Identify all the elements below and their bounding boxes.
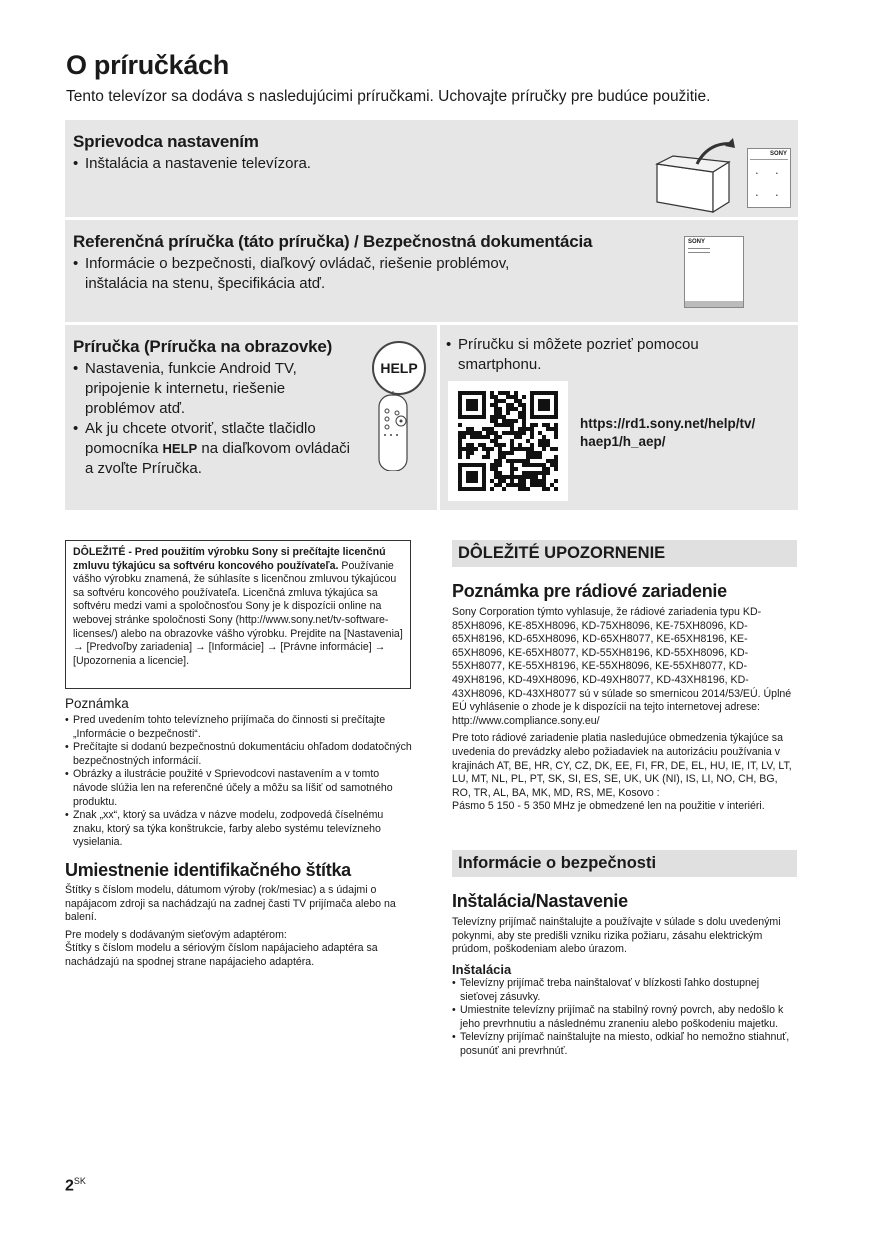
installation-list <box>452 977 798 1059</box>
radio-note-text: Sony Corporation týmto vyhlasuje, že rádiové zariadenia typu KD-85XH8096, KE-85XH8096, KD-75XH8096, KE-75XH8096, KD-65XH8196, KD-65XH8096, KD-65XH8077, KE-65XH8196, KE-65XH8096, KE-65XH8077, KD-55XH8196, KD-55XH8096, KD-55XH8077, KE-55XH8196, KE-55XH8096, KE-55XH8077, KD-49XH8196, KD-49XH8096, KD-49XH8077, KD-43XH8196, KD-43XH8096, KD-43XH8077 sú v súlade so smernicou 2014/53/EÚ. Úplné EÚ vyhlásenie o zhode je k dispozícii na tejto internetovej adrese: http://www.compliance.sony.eu/ Pre toto rádiové zariadenie platia nasledujúce obmedzenia týkajúce sa uvedenia do prevádzky alebo požiadaviek na autorizáciu používania v krajinách AT, BE, HR, CY, CZ, DK, EE, FI, FR, DE, EL, HU, IE, IT, LV, LT, LU, MT, NL, PL, PT, SK, SI, ES, SE, UK, UK (NI), IS, LI, NO, CH, BG, RO, TR, AL, BA, MK, MD, RS, ME, Kosovo : Pásmo 5 150 - 5 350 MHz je obmedzené len na použitie v interiéri. <box>452 606 792 813</box>
help-guide-panel <box>65 325 437 510</box>
installation-item: • Televízny prijímač treba nainštalovať v blízkosti ľahko dostupnej sieťovej zásuvky. <box>452 977 760 1003</box>
id-label-heading: Umiestnenie identifikačného štítka <box>65 860 351 880</box>
note-item: • Znak „xx“, ktorý sa uvádza v názve modelu, zodpovedá číselnému znaku, ktorý sa týka konštrukcie, farby alebo systému televízneho vysielania. <box>65 809 384 849</box>
note-item: • Obrázky a ilustrácie použité v Sprievodcovi nastavením a v tomto návode slúžia len na referenčné účely a môžu sa líšiť od samotného produktu. <box>65 768 393 808</box>
setup-guide-booklet: SONY • • • • <box>747 148 791 208</box>
help-key-label: HELP <box>162 441 198 456</box>
reference-guide-title: Referenčná príručka (táto príručka) / Bezpečnostná dokumentácia <box>73 232 593 251</box>
reference-guide-brand: SONY <box>688 239 706 245</box>
safety-info-bar: Informácie o bezpečnosti <box>452 850 797 877</box>
reference-guide-booklet <box>684 236 744 308</box>
intro-text: Tento televízor sa dodáva s nasledujúcimi príručkami. Uchovajte príručky pre budúce použitie. <box>66 88 711 105</box>
help-guide-bullets: • Nastavenia, funkcie Android TV, pripojenie k internetu, riešenie problémov atď. • Ak ju chcete otvoriť, stlačte tlačidlo pomocníka HELP na diaľkovom ovládači a zvoľte Príručka. <box>73 360 351 477</box>
setup-guide-title: Sprievodca nastavením <box>73 132 259 151</box>
qr-code <box>448 381 568 501</box>
installation-subheading: Inštalácia <box>452 962 512 977</box>
remote-control-icon <box>375 391 411 471</box>
note-item: • Pred uvedením tohto televízneho prijímača do činnosti si prečítajte „Informácie o bezpečnosti“. <box>65 714 386 740</box>
help-button-icon: HELP <box>372 341 426 395</box>
setup-guide-bullet: • Inštalácia a nastavenie televízora. <box>73 155 311 172</box>
installation-item: • Televízny prijímač nainštalujte na miesto, odkiaľ ho nemožno stiahnuť, posunúť ani prevrhnúť. <box>452 1031 790 1057</box>
smartphone-panel <box>440 325 798 510</box>
radio-note-heading: Poznámka pre rádiové zariadenie <box>452 581 727 601</box>
note-heading: Poznámka <box>65 696 129 711</box>
license-box: DÔLEŽITÉ - Pred použitím výrobku Sony si prečítajte licenčnú zmluvu týkajúcu sa softvéru koncového používateľa. Používanie vášho výrobku znamená, že súhlasíte s licenčnou zmluvou týkajúcou sa softvéru koncového používateľa. Licenčná zmluva týkajúca sa softvéru medzi vami a spoločnosťou Sony je k dispozícii online na webovej stránke spoločnosti Sony (http://www.sony.net/tv-software-licenses/) alebo na obrazovke vášho výrobku. Prejdite na [Nastavenia] → [Predvoľby zariadenia] → [Informácie] → [Právne informácie] → [Upozornenia a licencie]. <box>65 540 411 689</box>
page-title: O príručkách <box>66 50 229 80</box>
smartphone-text: • Príručku si môžete pozrieť pomocou smartphonu. <box>446 336 699 373</box>
help-url[interactable]: https://rd1.sony.net/help/tv/ haep1/h_aep/ <box>580 416 756 449</box>
id-label-text: Štítky s číslom modelu, dátumom výroby (rok/mesiac) a s údajmi o napájacom zdroji sa nachádzajú na zadnej časti TV prijímača alebo na balení. Pre modely s dodávaným sieťovým adaptérom: Štítky s číslom modelu a sériovým číslom napájacieho adaptéra sa nachádzajú na spodnej strane napájacieho adaptéra. <box>65 884 396 968</box>
reference-guide-bullet: • Informácie o bezpečnosti, diaľkový ovládač, riešenie problémov, inštalácia na stenu, špecifikácia atď. <box>73 255 510 292</box>
installation-item: • Umiestnite televízny prijímač na stabilný rovný povrch, aby nedošlo k jeho prevrhnutiu a následnému zraneniu alebo poškodeniu majetku. <box>452 1004 784 1030</box>
installation-setup-heading: Inštalácia/Nastavenie <box>452 891 628 911</box>
note-item: • Prečítajte si dodanú bezpečnostnú dokumentáciu ohľadom dodatočných bezpečnostných informácií. <box>65 741 412 767</box>
setup-guide-panel <box>65 120 798 217</box>
setup-guide-brand: SONY <box>769 151 787 157</box>
reference-guide-panel <box>65 220 798 322</box>
tv-box-illustration <box>653 134 735 214</box>
page-number: $2^{SK}$ <box>65 1176 86 1195</box>
note-list <box>65 714 413 850</box>
installation-setup-text: Televízny prijímač nainštalujte a používajte v súlade s dolu uvedenými pokynmi, aby ste predišli vzniku rizika požiaru, zásahu elektrickým prúdom, poškodeniam alebo úrazom. <box>452 916 781 956</box>
help-guide-title: Príručka (Príručka na obrazovke) <box>73 337 333 356</box>
important-notice-bar: DÔLEŽITÉ UPOZORNENIE <box>452 540 797 567</box>
